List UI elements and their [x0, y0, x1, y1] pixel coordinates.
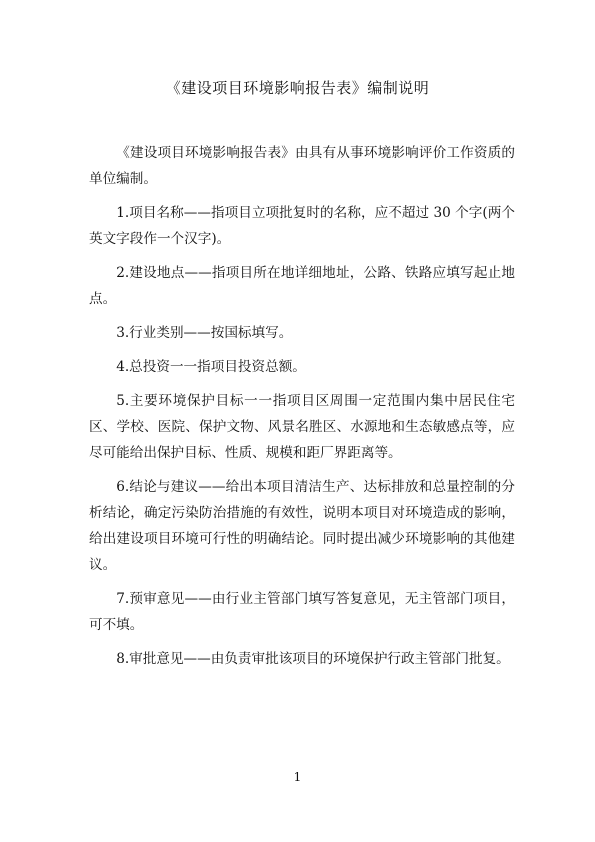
- page-title: 《建设项目环境影响报告表》编制说明: [165, 79, 430, 97]
- item-total-investment: 4.总投资一一指项目投资总额。: [116, 359, 306, 375]
- instructions-body: [89, 140, 515, 680]
- page-number: 1: [293, 770, 302, 784]
- item-approval-opinion: 8.审批意见——由负责审批该项目的环境保护行政主管部门批复。: [116, 651, 510, 667]
- item-preliminary-review: 7.预审意见——由行业主管部门填写答复意见，无主管部门项目，可不填。: [89, 591, 515, 633]
- item-industry-category: 3.行业类别——按国标填写。: [116, 325, 293, 341]
- item-conclusions: 6.结论与建议——给出本项目清洁生产、达标排放和总量控制的分析结论，确定污染防治措施的有效性，说明本项目对环境造成的影响，给出建设项目环境可行性的明确结论。同时提出减少环境影响的其他建议。: [89, 479, 515, 573]
- item-construction-site: 2.建设地点——指项目所在地详细地址，公路、铁路应填写起止地点。: [89, 265, 515, 307]
- item-project-name: 1.项目名称——指项目立项批复时的名称，应不超过 30 个字(两个英文字段作一个汉字)。: [89, 205, 515, 247]
- item-protection-targets: 5.主要环境保护目标一一指项目区周围一定范围内集中居民住宅区、学校、医院、保护文物、风景名胜区、水源地和生态敏感点等，应尽可能给出保护目标、性质、规模和距厂界距离等。: [89, 393, 515, 461]
- intro-paragraph: 《建设项目环境影响报告表》由具有从事环境影响评价工作资质的单位编制。: [89, 145, 515, 187]
